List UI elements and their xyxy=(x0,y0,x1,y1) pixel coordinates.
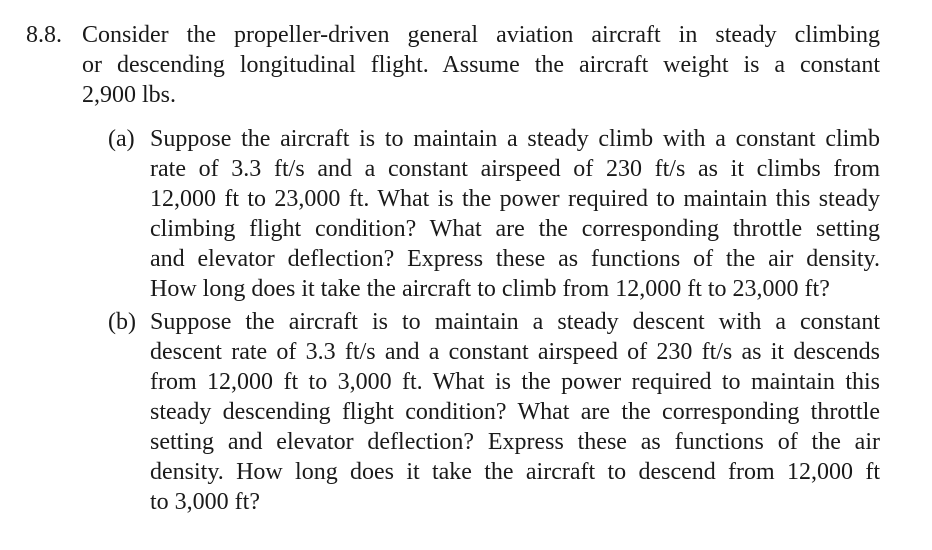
part-a-line: Suppose the aircraft is to maintain a steady climb with a constant climb xyxy=(150,126,880,152)
part-a-line: climbing flight condition? What are the corresponding throttle setting xyxy=(150,216,880,242)
part-b-line: setting and elevator deflection? Express these as functions of the air xyxy=(150,429,880,455)
part-b-line: descent rate of 3.3 ft/s and a constant airspeed of 230 ft/s as it descends xyxy=(150,339,880,365)
part-b-line: density. How long does it take the aircraft to descend from 12,000 ft xyxy=(150,459,880,485)
part-a-label: (a) xyxy=(108,126,135,152)
part-b-line: from 12,000 ft to 3,000 ft. What is the power required to maintain this xyxy=(150,369,880,395)
problem-line: 2,900 lbs. xyxy=(82,82,177,108)
problem-number: 8.8. xyxy=(26,22,62,48)
part-b-line: Suppose the aircraft is to maintain a steady descent with a constant xyxy=(150,309,880,335)
part-b-line: to 3,000 ft? xyxy=(150,489,260,515)
part-a-line: and elevator deflection? Express these as functions of the air density. xyxy=(150,246,880,272)
problem-line: Consider the propeller-driven general aviation aircraft in steady climbing xyxy=(82,22,880,48)
part-a-line: rate of 3.3 ft/s and a constant airspeed of 230 ft/s as it climbs from xyxy=(150,156,880,182)
part-a-line: How long does it take the aircraft to climb from 12,000 ft to 23,000 ft? xyxy=(150,276,830,302)
part-a-line: 12,000 ft to 23,000 ft. What is the power required to maintain this steady xyxy=(150,186,880,212)
part-b-line: steady descending flight condition? What are the corresponding throttle xyxy=(150,399,880,425)
part-b-label: (b) xyxy=(108,309,136,335)
problem-line: or descending longitudinal flight. Assume the aircraft weight is a constant xyxy=(82,52,880,78)
